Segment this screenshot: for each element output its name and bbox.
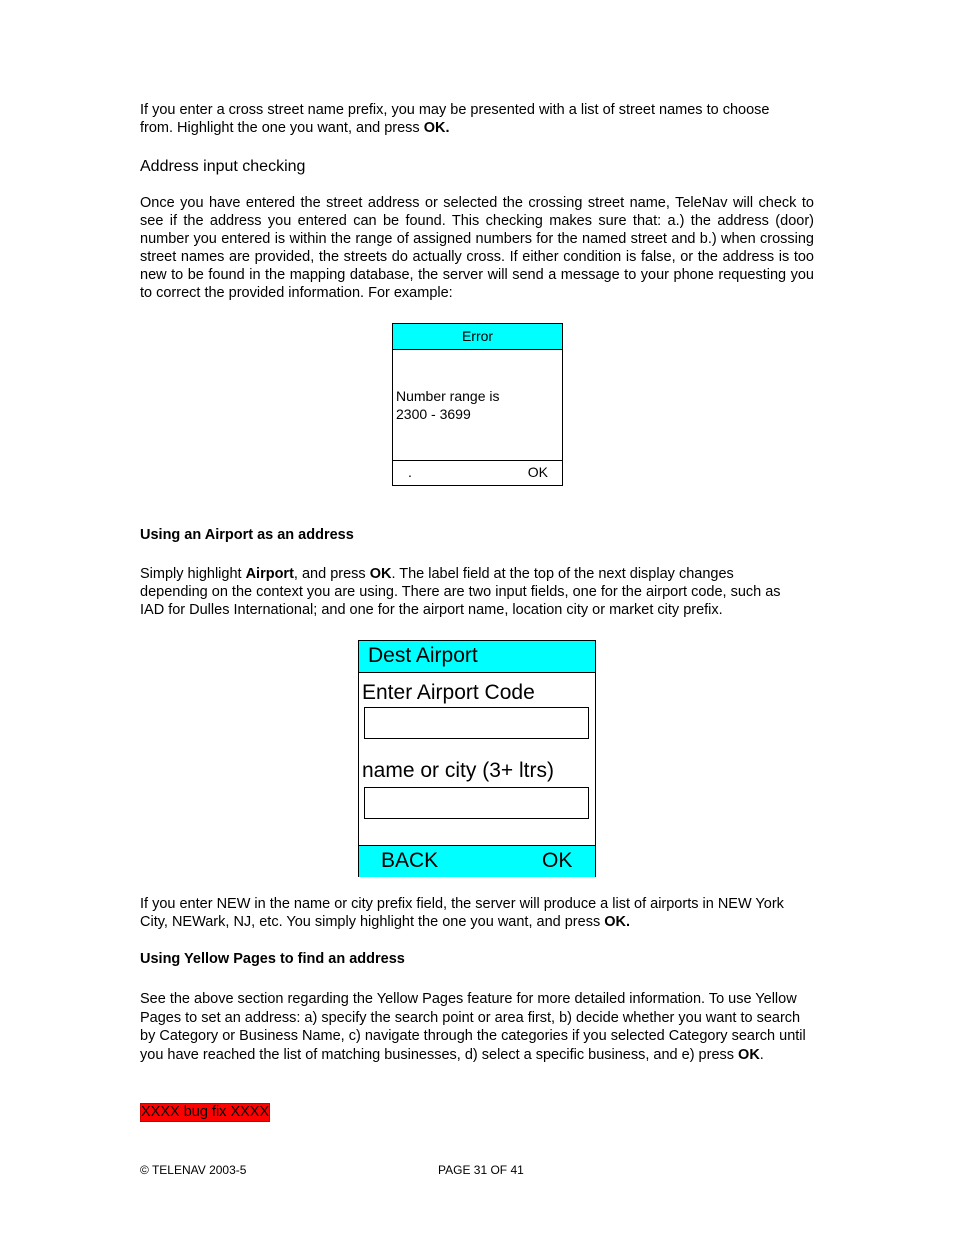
- error-ok-softkey[interactable]: OK: [527, 464, 548, 480]
- airport-code-label: Enter Airport Code: [362, 681, 535, 704]
- error-dialog-message: [396, 387, 500, 423]
- intro-ok-bold: OK.: [423, 120, 450, 136]
- error-message-line1: Number range is: [396, 388, 500, 404]
- airport-dialog-softkeys: [359, 845, 595, 877]
- error-dialog: [392, 323, 563, 486]
- intro-paragraph: If you enter a cross street name prefix, you may be presented with a list of street names to choose from. Highlight the one you want, and press OK.: [140, 102, 770, 136]
- error-dialog-title: Error: [393, 324, 562, 350]
- footer-page-number: PAGE 31 OF 41: [438, 1163, 524, 1177]
- airport-dialog-title: Dest Airport: [359, 641, 595, 673]
- after-airport-ok-bold: OK.: [604, 914, 631, 930]
- error-message-line2: 2300 - 3699: [396, 406, 471, 422]
- airport-name-label: name or city (3+ ltrs): [362, 759, 554, 782]
- airport-code-input[interactable]: [364, 707, 589, 739]
- airport-name-input[interactable]: [364, 787, 589, 819]
- back-softkey[interactable]: BACK: [381, 849, 439, 872]
- yellow-pages-paragraph: See the above section regarding the Yellow Pages feature for more detailed information. To use Yellow Pages to set an address: a) specify the search point or area first, b) decide whether you want to search by Category or Business Name, c) navigate through the categories if you selected Category search until you have reached the list of matching businesses, d) select a specific business, and e) press OK.: [140, 991, 806, 1064]
- error-left-softkey[interactable]: .: [408, 464, 412, 480]
- airport-bold: Airport: [245, 566, 294, 582]
- ok-softkey[interactable]: OK: [542, 849, 573, 872]
- yellow-pages-heading: Using Yellow Pages to find an address: [140, 951, 405, 967]
- airport-paragraph: Simply highlight Airport, and press OK. The label field at the top of the next display changes depending on the context you are using. There are two input fields, one for the airport code, such as IAD for Dulles International; and one for the airport name, location city or market city prefix.: [140, 566, 781, 618]
- address-checking-heading: Address input checking: [140, 158, 306, 175]
- after-airport-paragraph: If you enter NEW in the name or city prefix field, the server will produce a list of airports in NEW York City, NEWark, NJ, etc. You simply highlight the one you want, and press OK.: [140, 896, 784, 930]
- airport-ok-bold: OK: [369, 566, 392, 582]
- footer-copyright: © TELENAV 2003-5: [140, 1163, 247, 1177]
- error-dialog-softkeys: [393, 460, 562, 486]
- airport-heading: Using an Airport as an address: [140, 527, 354, 543]
- yellow-ok-bold: OK: [738, 1047, 760, 1064]
- bug-fix-marker: XXXX bug fix XXXX: [141, 1104, 270, 1120]
- airport-dialog: [358, 640, 596, 877]
- address-checking-paragraph: Once you have entered the street address or selected the crossing street name, TeleNav will check to see if the address you entered can be found. This checking makes sure that: a.) the address (door) number you entered is within the range of assigned numbers for the named street and b.) when crossing street names are provided, the streets do actually cross. If either condition is false, or the address is too new to be found in the mapping database, the server will send a message to your phone requesting you to correct the provided information. For example:: [140, 195, 814, 301]
